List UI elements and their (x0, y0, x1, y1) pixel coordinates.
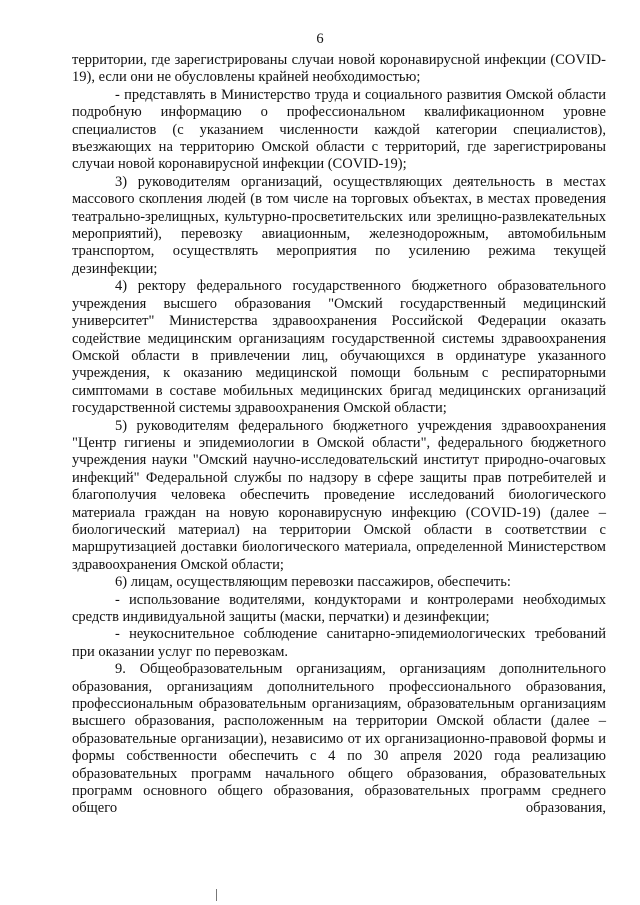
paragraph-sanitary-requirements: - неукоснительное соблюдение санитарно-эпидемиологических требований при оказании услуг по перевозкам. (72, 626, 606, 660)
page-number: 6 (316, 31, 324, 47)
paragraph-item-6-passenger-transport: 6) лицам, осуществляющим перевозки пассажиров, обеспечить: (115, 574, 511, 591)
scan-artifact (216, 889, 217, 901)
paragraph-item-5-hygiene-center: 5) руководителям федерального бюджетного учреждения здравоохранения "Центр гигиены и эпидемиологии в Омской области", федерального бюджетного учреждения науки "Омский научно-исследовательский институт природно-очаговых инфекций" Федеральной службы по надзору в сфере защиты прав потребителей и благополучия человека обеспечить проведение исследований биологического материала граждан на новую коронавирусную инфекцию (COVID-19) (далее – биологический материал) на территории Омской области в соответствии с маршрутизацией доставки биологического материала, определенной Министерством здравоохранения Омской области; (72, 417, 606, 573)
paragraph-labor-ministry-info: - представлять в Министерство труда и социального развития Омской области подробную информацию о профессиональном квалификационном уровне специалистов (с указанием численности каждой категории специалистов), въезжающих на территорию Омской области с территорий, где зарегистрированы случаи новой коронавирусной инфекции (COVID-19); (72, 86, 606, 173)
paragraph-item-9-education: 9. Общеобразовательным организациям, организациям дополнительного образования, организациям дополнительного профессионального образования, профессиональным образовательным организациям, образовательным организациям высшего образования, расположенным на территории Омской области (далее – образовательные организации), независимо от их организационно-правовой формы и формы собственности обеспечить с 4 по 30 апреля 2020 года реализацию образовательных программ начального общего образования, образовательных программ основного общего образования, образовательных программ среднего общего образования, (72, 661, 606, 817)
paragraph-continuation: территории, где зарегистрированы случаи новой коронавирусной инфекции (COVID-19), если они не обусловлены крайней необходимостью; (72, 52, 606, 86)
paragraph-protective-equipment: - использование водителями, кондукторами и контролерами необходимых средств индивидуальной защиты (маски, перчатки) и дезинфекции; (72, 591, 606, 625)
paragraph-item-4-medical-university: 4) ректору федерального государственного бюджетного образовательного учреждения высшего образования "Омский государственный медицинский университет" Министерства здравоохранения Российской Федерации оказать содействие медицинским организациям государственной системы здравоохранения Омской области в привлечении лиц, обучающихся в ординатуре указанного учреждения, к оказанию медицинской помощи больным с респираторными симптомами в составе мобильных медицинских бригад медицинских организаций государственной системы здравоохранения Омской области; (72, 278, 606, 417)
document-body (72, 52, 606, 818)
paragraph-item-3-disinfection: 3) руководителям организаций, осуществляющих деятельность в местах массового скопления людей (в том числе на торговых объектах, в местах проведения театрально-зрелищных, культурно-просветительских или зрелищно-развлекательных мероприятий), перевозку авиационным, железнодорожным, автомобильным транспортом, осуществлять мероприятия по усилению режима текущей дезинфекции; (72, 173, 606, 277)
